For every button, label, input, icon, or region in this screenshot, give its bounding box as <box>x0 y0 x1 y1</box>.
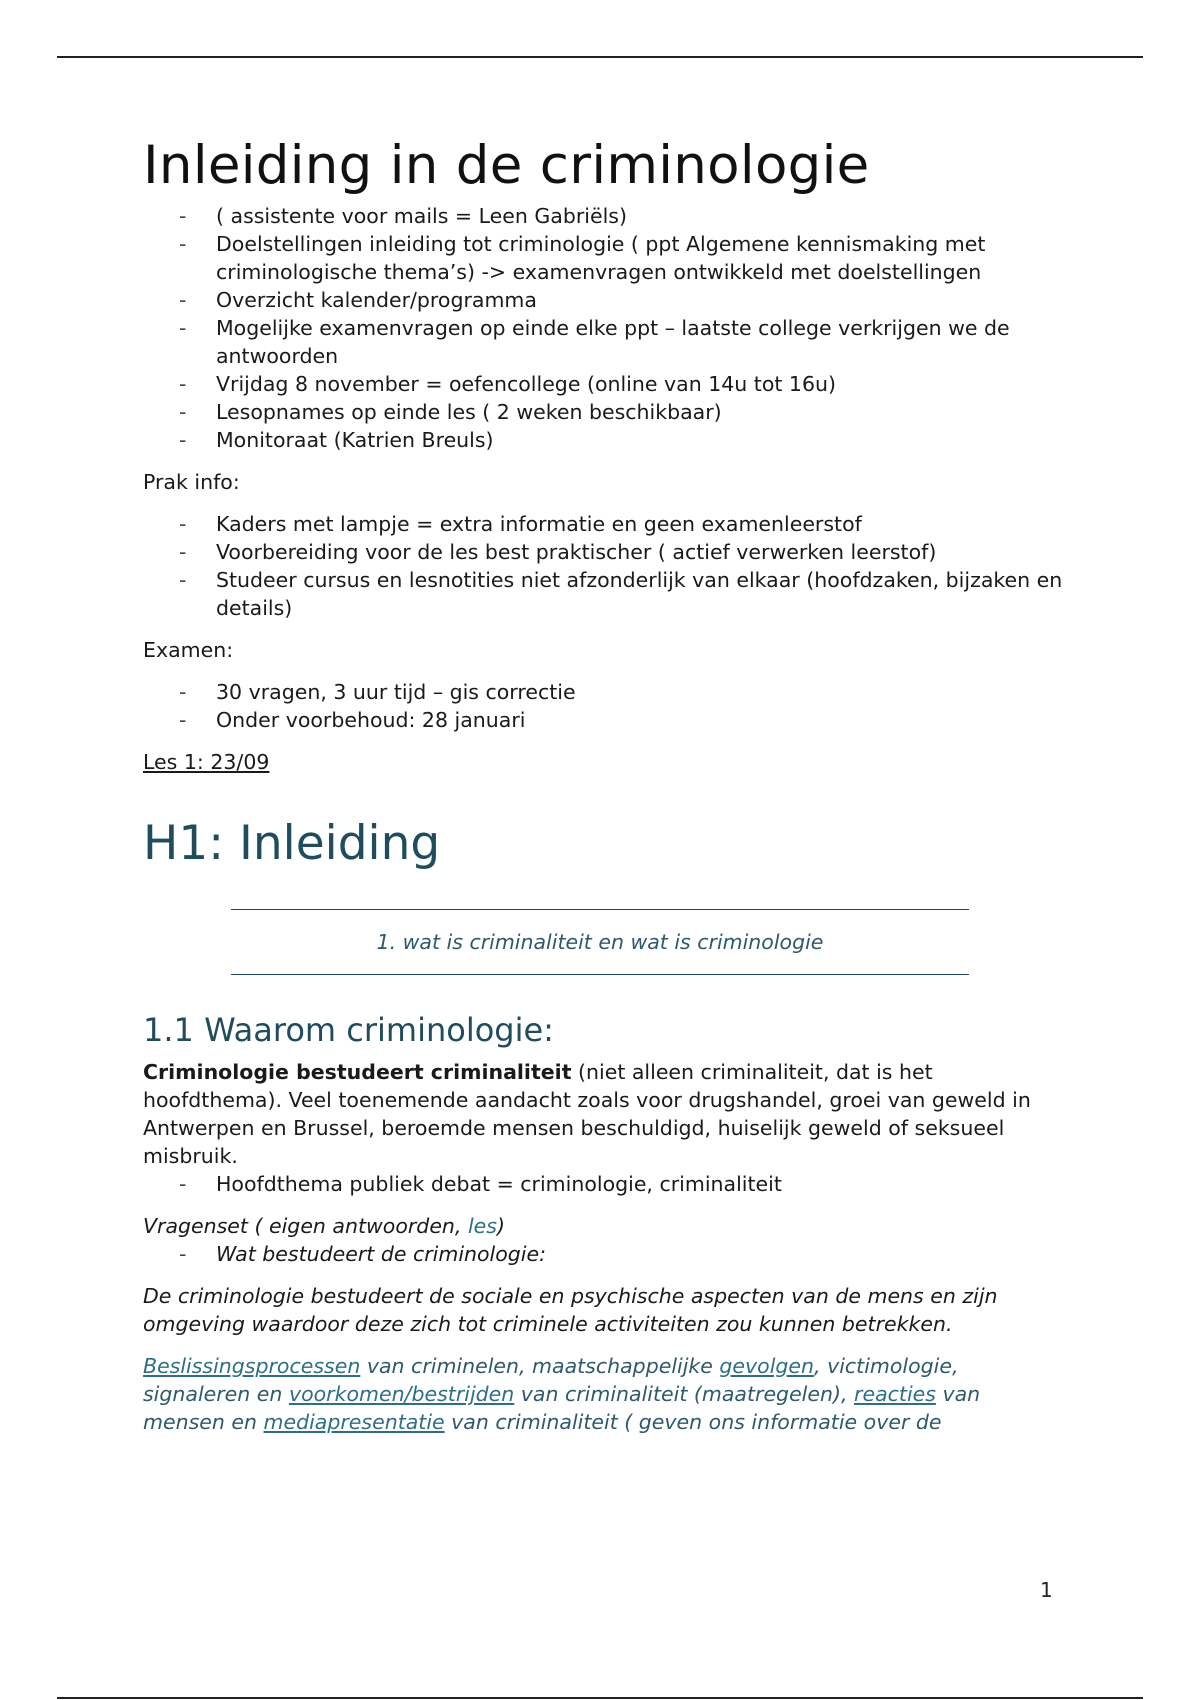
list-item: - Lesopnames op einde les ( 2 weken beschikbaar) <box>216 398 1063 426</box>
list-item: - Doelstellingen inleiding tot criminologie ( ppt Algemene kennismaking met criminologische thema’s) -> examenvragen ontwikkeld met doelstellingen <box>216 230 1063 286</box>
document-title: Inleiding in de criminologie <box>143 135 870 196</box>
toc-entry-box <box>231 909 969 975</box>
question-set-text: Vragenset ( eigen antwoorden, <box>143 1213 468 1238</box>
document-body <box>143 135 1063 1436</box>
page-number: 1 <box>1040 1578 1053 1602</box>
les-paragraph <box>143 1352 1063 1436</box>
list-item: - Monitoraat (Katrien Breuls) <box>216 426 1063 454</box>
paragraph-intro <box>143 1058 1063 1170</box>
lesson-date: Les 1: 23/09 <box>143 749 270 774</box>
examen-label: Examen: <box>143 637 234 662</box>
underlined-term: reacties <box>854 1381 936 1406</box>
section-heading: 1.1 Waarom criminologie: <box>143 1011 554 1050</box>
underlined-term: mediapresentatie <box>263 1409 445 1434</box>
underlined-term: voorkomen/bestrijden <box>288 1381 515 1406</box>
list-item: - Vrijdag 8 november = oefencollege (online van 14u tot 16u) <box>216 370 1063 398</box>
paragraph-fragment: van criminelen, maatschappelijke <box>360 1353 720 1378</box>
list-item: - Mogelijke examenvragen op einde elke ppt – laatste college verkrijgen we de antwoorden <box>216 314 1063 370</box>
list-item: - Wat bestudeert de criminologie: <box>216 1240 1063 1268</box>
header-rule <box>57 56 1143 58</box>
chapter-heading: H1: Inleiding <box>143 815 441 871</box>
answer-paragraph: De criminologie bestudeert de sociale en psychische aspecten van de mens en zijn omgeving waardoor deze zich tot criminele activiteiten zou kunnen betrekken. <box>143 1283 998 1336</box>
underlined-term: gevolgen <box>719 1353 815 1378</box>
paragraph-fragment: van mensen en <box>143 1381 981 1434</box>
list-item: - Kaders met lampje = extra informatie en geen examenleerstof <box>216 510 1063 538</box>
les-word: les <box>467 1213 497 1238</box>
list-item: - Overzicht kalender/programma <box>216 286 1063 314</box>
bold-phrase: Criminologie bestudeert criminaliteit <box>143 1059 572 1084</box>
debate-list <box>143 1170 1063 1198</box>
paragraph-fragment: van criminaliteit (maatregelen), <box>514 1381 855 1406</box>
footer-rule <box>57 1697 1143 1699</box>
intro-list <box>143 202 1063 454</box>
question-list <box>143 1240 1063 1268</box>
list-item: - Hoofdthema publiek debat = criminologie, criminaliteit <box>216 1170 1063 1198</box>
toc-entry: 1. wat is criminaliteit en wat is criminologie <box>376 930 824 955</box>
question-set-label <box>143 1212 1063 1240</box>
list-item: - Studeer cursus en lesnotities niet afzonderlijk van elkaar (hoofdzaken, bijzaken en details) <box>216 566 1063 622</box>
examen-list <box>143 678 1063 734</box>
list-item: - Onder voorbehoud: 28 januari <box>216 706 1063 734</box>
paragraph-fragment: , victimologie, signaleren en <box>143 1353 959 1406</box>
paragraph-text: (niet alleen criminaliteit, dat is het hoofdthema). Veel toenemende aandacht zoals voor drugshandel, groei van geweld in Antwerpen en Brussel, beroemde mensen beschuldigd, huiselijk geweld of seksueel misbruik. <box>143 1059 1031 1168</box>
list-item: - 30 vragen, 3 uur tijd – gis correctie <box>216 678 1063 706</box>
underlined-term: Beslissingsprocessen <box>143 1353 361 1378</box>
prak-info-label: Prak info: <box>143 469 240 494</box>
paragraph-fragment: van criminaliteit ( geven ons informatie over de <box>444 1409 942 1434</box>
list-item: - Voorbereiding voor de les best praktischer ( actief verwerken leerstof) <box>216 538 1063 566</box>
list-item: - ( assistente voor mails = Leen Gabriëls) <box>216 202 1063 230</box>
prak-info-list <box>143 510 1063 622</box>
question-set-close: ) <box>496 1213 505 1238</box>
